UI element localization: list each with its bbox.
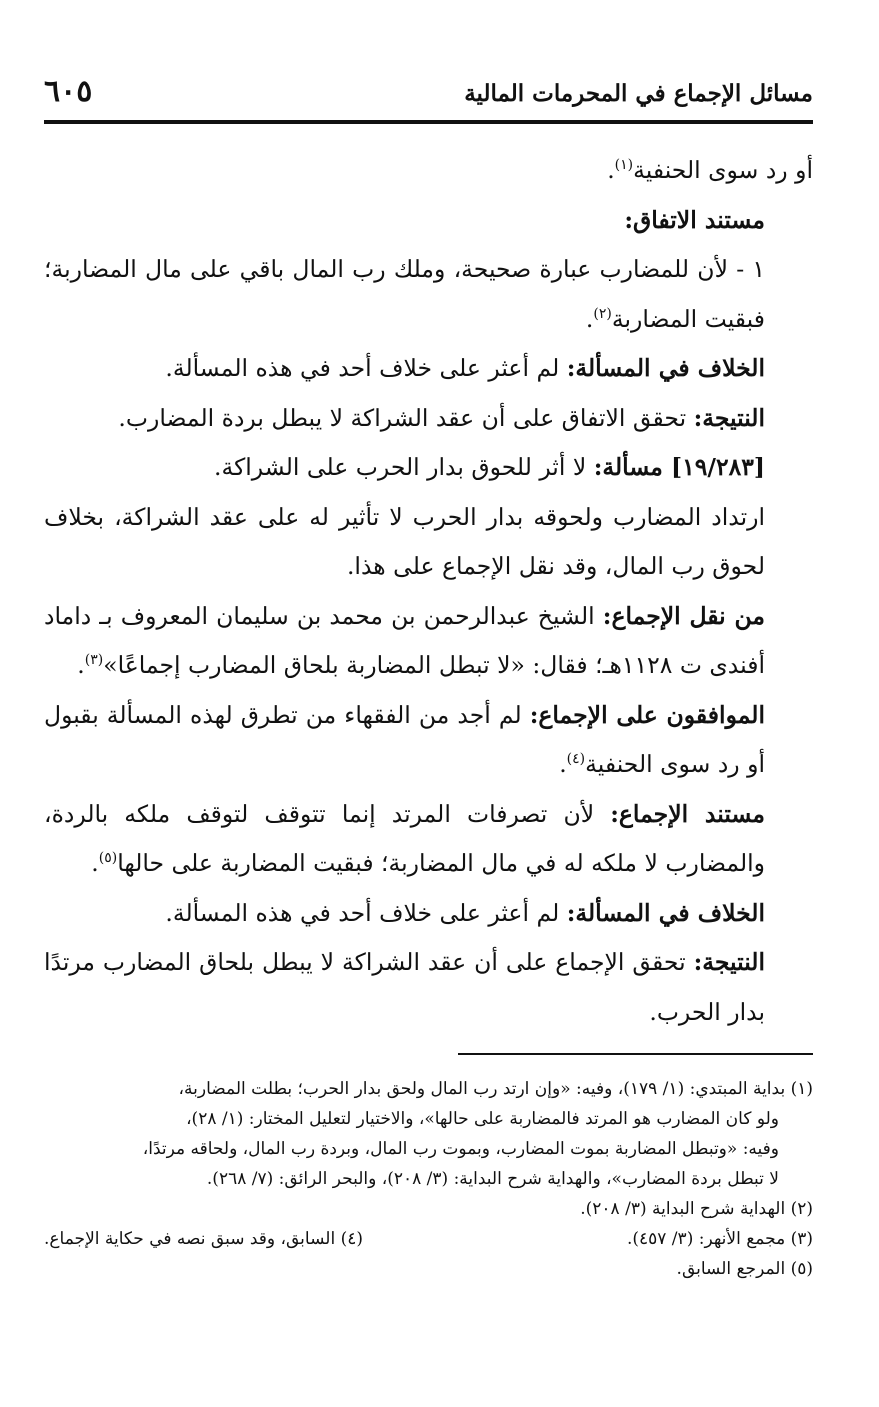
- paragraph: من نقل الإجماع: الشيخ عبدالرحمن بن محمد بن سليمان المعروف بـ داماد أفندى ت ١١٢٨هـ؛ فقال: «لا تبطل المضاربة بلحاق المضارب إجماعًا»$^{(٣)}$.: [44, 601, 765, 679]
- page-header: [44, 74, 813, 118]
- issue-label: [١٩/٢٨٣] مسألة:: [593, 453, 765, 481]
- footnote-1-line: ولو كان المضارب هو المرتد فالمضاربة على حالها»، والاختيار لتعليل المختار: (١/ ٢٨)،: [186, 1109, 779, 1129]
- body-text: [44, 146, 813, 1037]
- footnote-4: (٤) السابق، وقد سبق نصه في حكاية الإجماع.: [44, 1229, 363, 1249]
- footnote-1: (١) بداية المبتدي: (١/ ١٧٩)، وفيه: «وإن ارتد رب المال ولحق بدار الحرب؛ بطلت المضاربة،: [178, 1079, 813, 1099]
- footnotes: [44, 1074, 813, 1284]
- footnote-2: (٢) الهداية شرح البداية (٣/ ٢٠٨).: [580, 1199, 813, 1219]
- footnote-row: [44, 1224, 813, 1254]
- paragraph: الخلاف في المسألة: لم أعثر على خلاف أحد في هذه المسألة.: [165, 898, 765, 927]
- paragraph: الموافقون على الإجماع: لم أجد من الفقهاء من تطرق لهذه المسألة بقبول أو رد سوى الحنفية$^{(٤)}$.: [44, 700, 765, 778]
- paragraph: الخلاف في المسألة: لم أعثر على خلاف أحد في هذه المسألة.: [165, 354, 765, 382]
- paragraph-label: من نقل الإجماع:: [602, 601, 765, 630]
- paragraph: أو رد سوى الحنفية$^{(١)}$.: [607, 156, 813, 184]
- paragraph: ارتداد المضارب ولحوقه بدار الحرب لا تأثير له على عقد الشراكة، بخلاف لحوق رب المال، وقد نقل الإجماع على هذا.: [44, 502, 765, 580]
- paragraph-label: النتيجة:: [693, 403, 765, 432]
- paragraph-label: الموافقون على الإجماع:: [529, 700, 765, 729]
- footnote-ref: (٣): [84, 652, 104, 669]
- footnote-3: (٣) مجمع الأنهر: (٣/ ٤٥٧).: [626, 1229, 813, 1249]
- issue-heading: [١٩/٢٨٣] مسألة: لا أثر للحوق بدار الحرب على الشراكة.: [214, 453, 765, 481]
- footnote-1-line: لا تبطل بردة المضارب»، والهداية شرح البداية: (٣/ ٢٠٨)، والبحر الرائق: (٧/ ٢٦٨).: [206, 1169, 779, 1189]
- paragraph: ١ - لأن للمضارب عبارة صحيحة، وملك رب المال باقي على مال المضاربة؛ فبقيت المضاربة$^{(٢)}$.: [44, 255, 765, 333]
- footnote-5: (٥) المرجع السابق.: [676, 1259, 813, 1279]
- paragraph: مستند الإجماع: لأن تصرفات المرتد إنما تتوقف لتوقف ملكه بالردة، والمضارب لا ملكه له في مال المضاربة؛ فبقيت المضاربة على حالها$^{(٥)}$.: [44, 799, 766, 877]
- running-title: مسائل الإجماع في المحرمات المالية: [464, 80, 813, 107]
- footnote-ref: (١): [614, 157, 634, 174]
- footnote-ref: (٢): [593, 305, 612, 322]
- section-heading: مستند الاتفاق:: [624, 205, 765, 234]
- document-page: [44, 0, 813, 1407]
- footnote-divider: [458, 1053, 813, 1055]
- footnote-ref: (٤): [566, 751, 586, 768]
- header-divider: [44, 120, 813, 124]
- paragraph-label: الخلاف في المسألة:: [566, 898, 765, 927]
- paragraph-label: الخلاف في المسألة:: [566, 354, 765, 382]
- paragraph-label: النتيجة:: [693, 948, 765, 976]
- footnote-ref: (٥): [98, 850, 118, 867]
- paragraph: النتيجة: تحقق الاتفاق على أن عقد الشراكة لا يبطل بردة المضارب.: [118, 403, 765, 432]
- paragraph-label: مستند الإجماع:: [610, 799, 766, 828]
- page-number: ٦٠٥: [44, 74, 93, 109]
- footnote-1-line: وفيه: «وتبطل المضاربة بموت المضارب، وبموت رب المال، وبردة رب المال، ولحاقه مرتدًا،: [142, 1139, 779, 1159]
- paragraph: النتيجة: تحقق الإجماع على أن عقد الشراكة لا يبطل بلحاق المضارب مرتدًا بدار الحرب.: [44, 948, 765, 1026]
